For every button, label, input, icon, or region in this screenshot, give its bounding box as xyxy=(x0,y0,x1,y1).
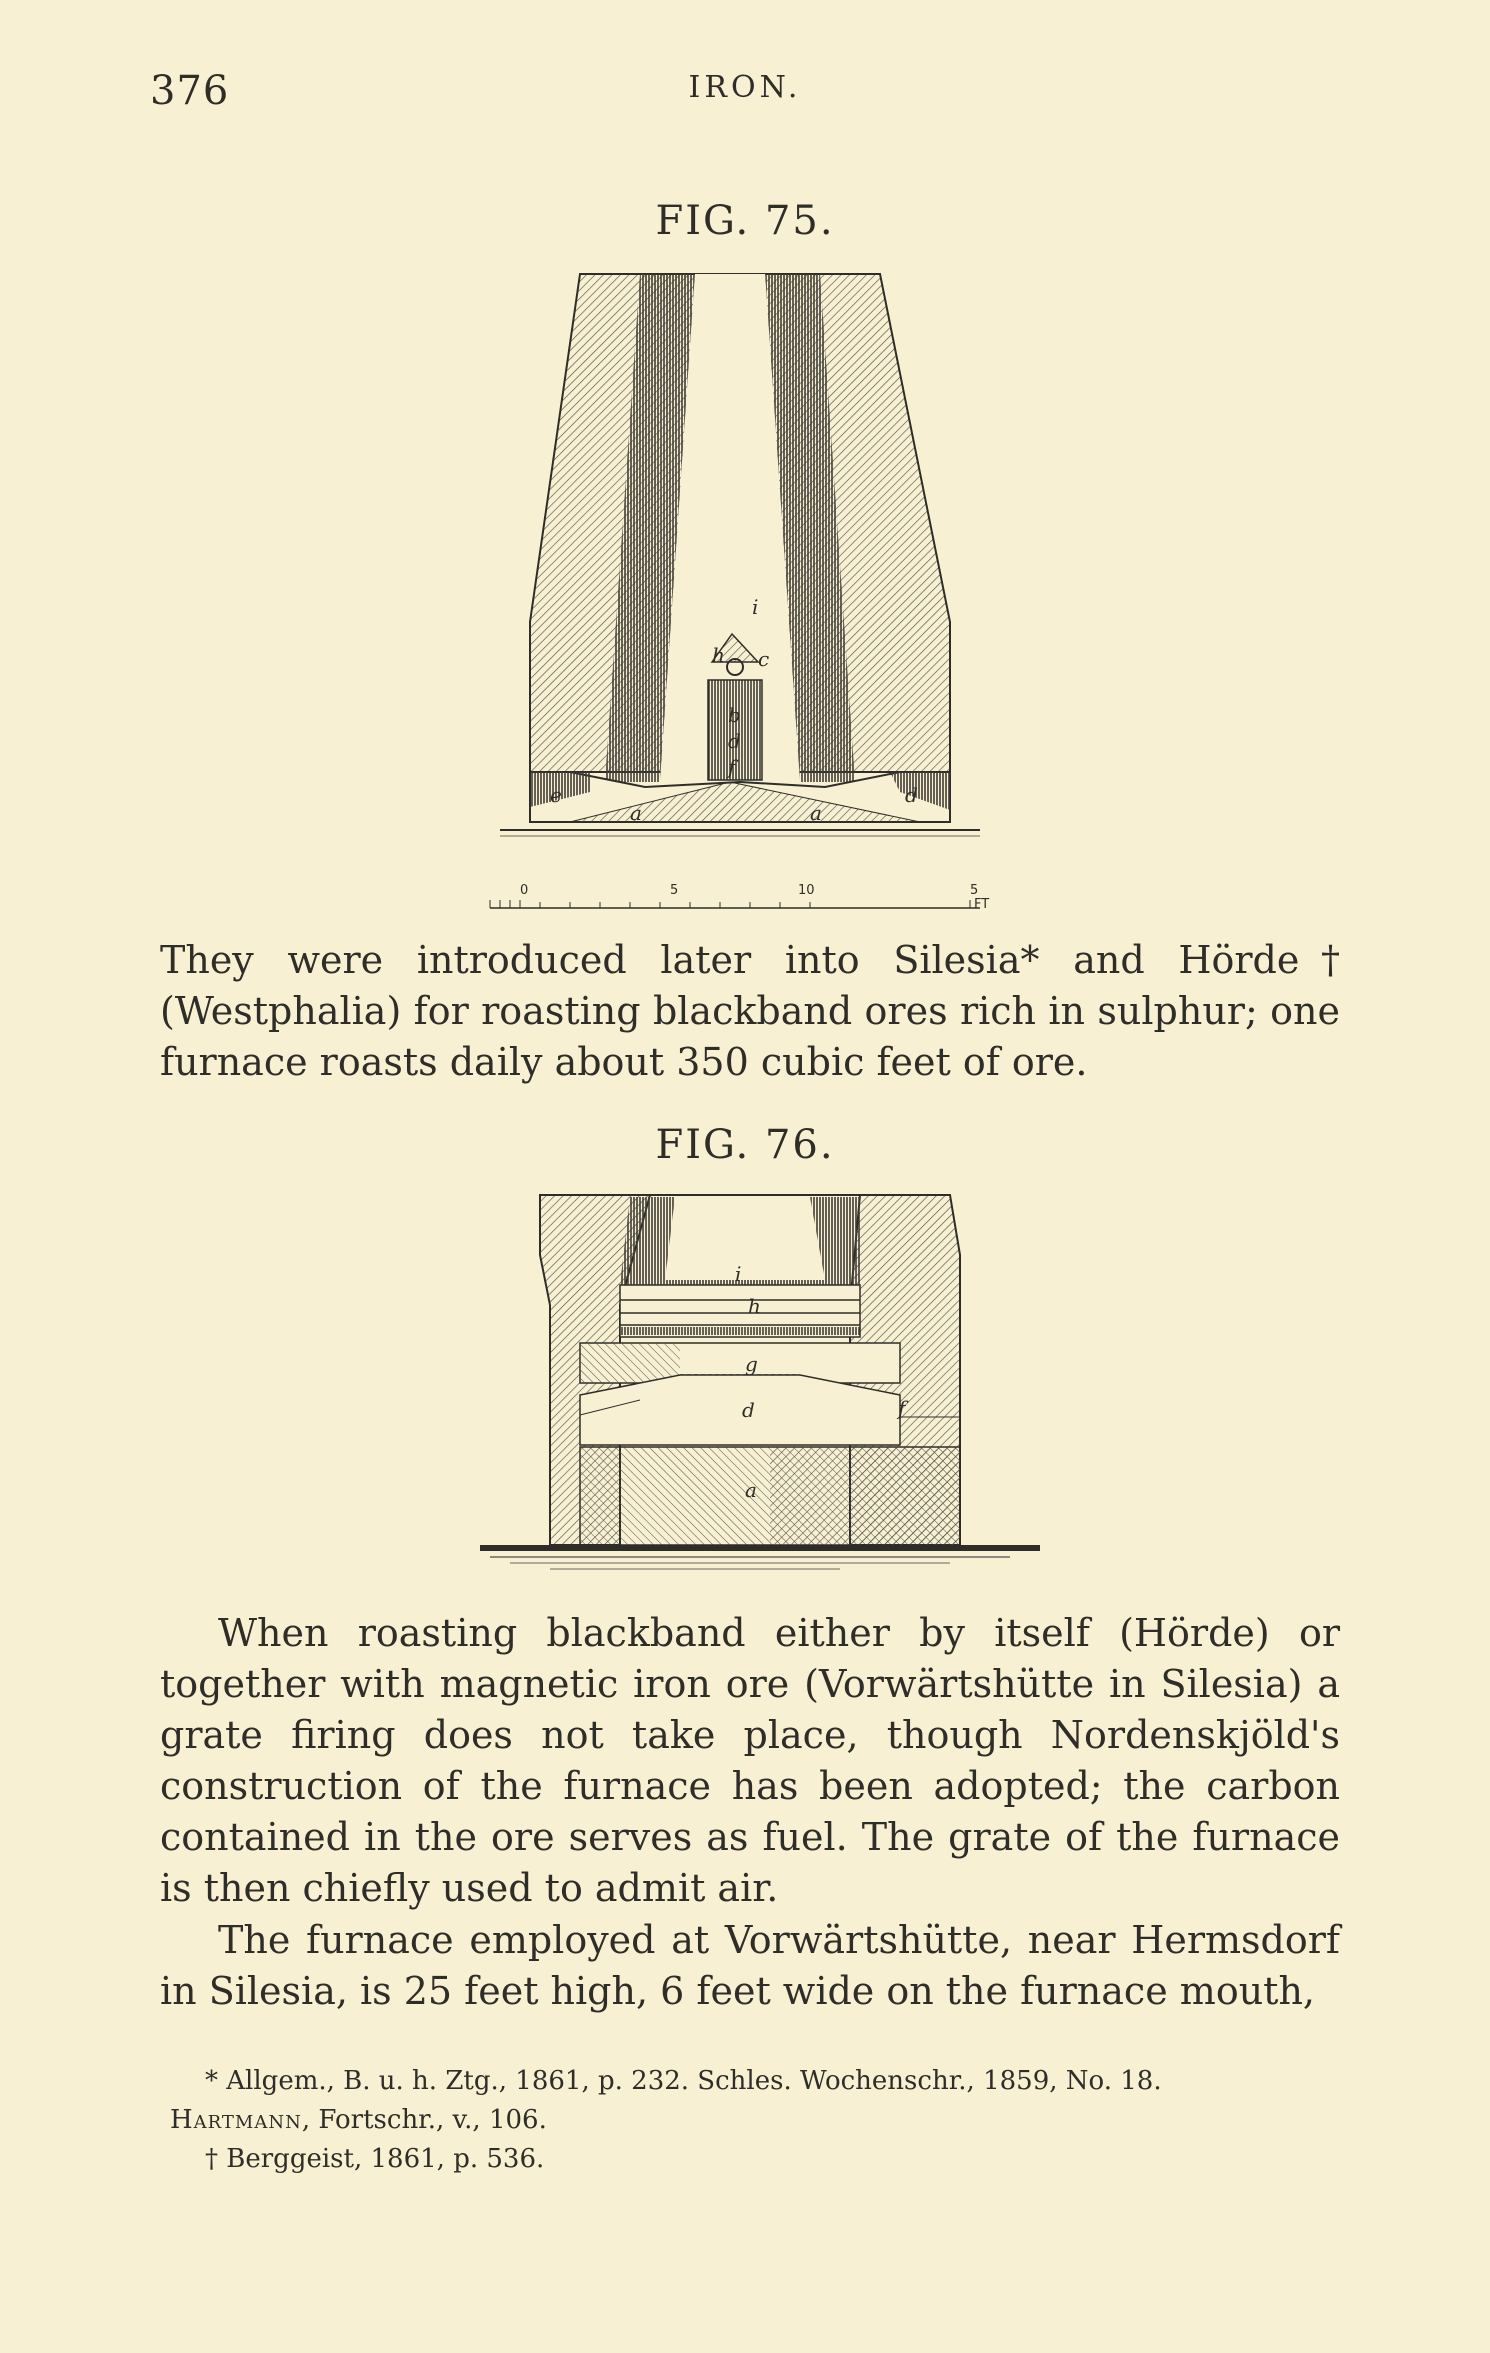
figure-75-furnace-section xyxy=(480,262,990,922)
scale-tick-15: 5 xyxy=(970,883,979,898)
scale-tick-10: 10 xyxy=(798,883,815,898)
footnote-2: † Berggeist, 1861, p. 536. xyxy=(205,2144,545,2174)
label-a: a xyxy=(745,1478,757,1502)
figure-76-furnace-section xyxy=(480,1185,1040,1605)
label-b: b xyxy=(728,703,741,727)
label-a-right: a xyxy=(810,801,822,825)
label-g: g xyxy=(745,1352,758,1376)
label-f: f xyxy=(898,1396,906,1420)
figure-75-title: FIG. 75. xyxy=(655,198,835,244)
scale-unit: FT xyxy=(974,897,990,912)
footnote-author: Hartmann xyxy=(170,2105,302,2135)
paragraph-3: The furnace employed at Vorwärtshütte, near Hermsdorf in Silesia, is 25 feet high, 6 feet wide on the furnace mouth, xyxy=(160,1918,1340,2013)
label-h: h xyxy=(748,1294,761,1318)
footnote-citation: , Fortschr., v., 106. xyxy=(301,2105,547,2135)
scale-tick-0: 0 xyxy=(520,883,529,898)
label-a-left: a xyxy=(630,801,642,825)
paragraph-2: When roasting blackband either by itself (Hörde) or together with magnetic iron ore (Vorwärtshütte in Silesia) a grate firing does not take place, though Nordenskjöld's construction of the furnace has been adopted; the carbon contained in the ore serves as fuel. The grate of the furnace is then chiefly used to admit air. xyxy=(160,1611,1340,1910)
label-d: d xyxy=(742,1398,755,1422)
footnotes xyxy=(170,2062,1340,2179)
page-number: 376 xyxy=(150,68,230,114)
label-i: i xyxy=(752,595,759,619)
label-f: f xyxy=(728,755,736,779)
running-head: IRON. xyxy=(688,70,802,105)
footnote-1-line-1: * Allgem., B. u. h. Ztg., 1861, p. 232. Schles. Wochenschr., 1859, No. 18. xyxy=(205,2066,1162,2096)
label-e: e xyxy=(550,783,562,807)
footnote-1-line-2 xyxy=(170,2101,1340,2140)
chamber-d xyxy=(580,1375,900,1445)
figure-76-title: FIG. 76. xyxy=(655,1122,835,1168)
scale-tick-5: 5 xyxy=(670,883,679,898)
label-h: h xyxy=(712,643,725,667)
scale-bar xyxy=(490,883,989,912)
label-i: i xyxy=(735,1262,742,1286)
paragraph-1: They were introduced later into Silesia* and Hörde† (Westphalia) for roasting blackband ores rich in sulphur; one furnace roasts daily about 350 cubic feet of ore. xyxy=(160,938,1340,1084)
label-d-center: d xyxy=(728,729,741,753)
label-d-right: d xyxy=(905,783,918,807)
label-c: c xyxy=(758,647,770,671)
